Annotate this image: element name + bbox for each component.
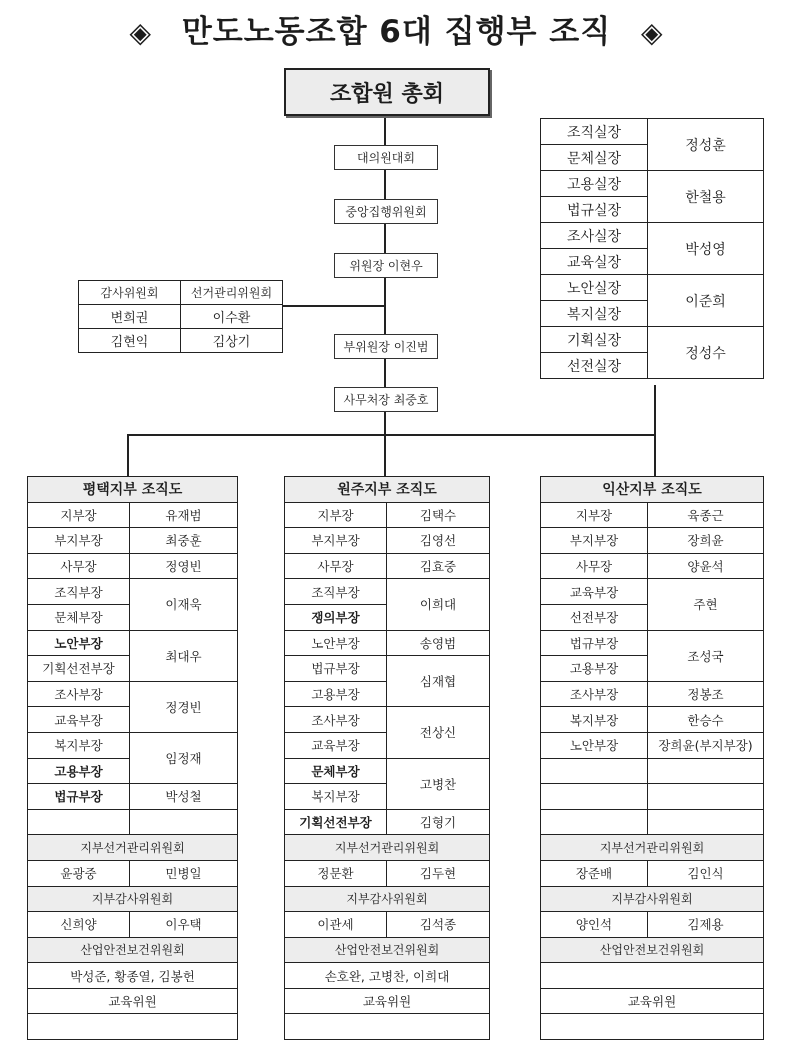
safety-members: 박성준, 황종열, 김봉헌 (28, 963, 238, 989)
branch-member: 이희대 (387, 579, 490, 630)
branch-role: 복지부장 (28, 732, 130, 758)
election-committee-title: 지부선거관리위원회 (28, 835, 238, 861)
branch-role: 법규부장 (541, 630, 648, 656)
secretary-general-box: 사무처장 최중호 (334, 387, 438, 412)
branch-table-iksan (540, 476, 764, 1040)
branch-title: 익산지부 조직도 (541, 477, 764, 503)
branch-role: 사무장 (541, 553, 648, 579)
safety-members (541, 963, 764, 989)
safety-committee-title: 산업안전보건위원회 (28, 937, 238, 963)
education-members (541, 1014, 764, 1040)
branch-role: 부지부장 (285, 528, 387, 554)
office-role: 선전실장 (541, 353, 648, 379)
branch-role: 기획선전부장 (28, 656, 130, 682)
branch-role: 법규부장 (28, 784, 130, 810)
branch-role: 문체부장 (28, 604, 130, 630)
branch-role: 기획선전부장 (285, 809, 387, 835)
offices-table (540, 118, 764, 379)
branch-drop-right-line (654, 434, 656, 476)
branch-member: 유재범 (130, 502, 238, 528)
office-role: 조직실장 (541, 119, 648, 145)
branch-role: 선전부장 (541, 604, 648, 630)
education-members (28, 1014, 238, 1040)
branch-member: 김형기 (387, 809, 490, 835)
delegates-box: 대의원대회 (334, 145, 438, 170)
branch-member: 심재협 (387, 656, 490, 707)
branch-role: 지부장 (28, 502, 130, 528)
central-committee-box: 중앙집행위원회 (334, 199, 438, 224)
audit-member: 변희권 (79, 305, 181, 329)
page-title (0, 6, 793, 51)
branch-table-pyeongtaek (27, 476, 238, 1040)
audit-member: 이우택 (130, 912, 238, 938)
office-head: 한철용 (648, 171, 764, 223)
branch-member: 김영선 (387, 528, 490, 554)
branch-member: 최대우 (130, 630, 238, 681)
audit-committee-title: 지부감사위원회 (541, 886, 764, 912)
audit-connector-line (283, 305, 385, 307)
branch-role: 지부장 (541, 502, 648, 528)
audit-member: 신희양 (28, 912, 130, 938)
safety-committee-title: 산업안전보건위원회 (541, 937, 764, 963)
branch-member: 김택수 (387, 502, 490, 528)
audit-member: 김현익 (79, 329, 181, 353)
office-head: 이준희 (648, 275, 764, 327)
education-members (285, 1014, 490, 1040)
diamond-right-icon: ◈ (640, 16, 664, 49)
vice-chairman-box: 부위원장 이진범 (334, 334, 438, 359)
audit-member: 이관세 (285, 912, 387, 938)
branch-member-empty (130, 809, 238, 835)
branch-role: 부지부장 (28, 528, 130, 554)
audit-member: 김석종 (387, 912, 490, 938)
branch-member: 송영범 (387, 630, 490, 656)
branch-member: 정경빈 (130, 681, 238, 732)
branch-member: 한승수 (648, 707, 764, 733)
election-member: 장준배 (541, 860, 648, 886)
safety-members: 손호완, 고병찬, 이희대 (285, 963, 490, 989)
education-title: 교육위원 (28, 988, 238, 1014)
branch-title: 평택지부 조직도 (28, 477, 238, 503)
branch-role: 고용부장 (541, 656, 648, 682)
election-member: 윤광중 (28, 860, 130, 886)
branch-member: 조성국 (648, 630, 764, 681)
branch-role: 법규부장 (285, 656, 387, 682)
branch-role: 사무장 (28, 553, 130, 579)
branch-role: 복지부장 (541, 707, 648, 733)
branch-role: 조직부장 (28, 579, 130, 605)
election-member: 민병일 (130, 860, 238, 886)
branch-role: 조직부장 (285, 579, 387, 605)
title-text: 만도노동조합 6대 집행부 조직 (181, 14, 612, 50)
office-role: 조사실장 (541, 223, 648, 249)
election-member: 김인식 (648, 860, 764, 886)
offices-connector-v-line (654, 385, 656, 435)
branch-role: 교육부장 (28, 707, 130, 733)
audit-committee-header: 감사위원회 (79, 281, 181, 305)
office-head: 정성수 (648, 327, 764, 379)
branch-member: 임정재 (130, 732, 238, 783)
branch-title: 원주지부 조직도 (285, 477, 490, 503)
branch-member: 정봉조 (648, 681, 764, 707)
audit-committee-title: 지부감사위원회 (28, 886, 238, 912)
office-role: 법규실장 (541, 197, 648, 223)
branch-role: 고용부장 (28, 758, 130, 784)
branch-role: 조사부장 (28, 681, 130, 707)
office-head: 정성훈 (648, 119, 764, 171)
election-member: 김상기 (181, 329, 283, 353)
education-title: 교육위원 (285, 988, 490, 1014)
branch-member: 고병찬 (387, 758, 490, 809)
branch-member: 육종근 (648, 502, 764, 528)
branch-member-empty (648, 809, 764, 835)
branch-table-wonju (284, 476, 490, 1040)
branch-role-empty (541, 809, 648, 835)
branch-role: 복지부장 (285, 784, 387, 810)
branch-role: 부지부장 (541, 528, 648, 554)
election-committee-title: 지부선거관리위원회 (285, 835, 490, 861)
branch-member: 이재욱 (130, 579, 238, 630)
audit-member: 양인석 (541, 912, 648, 938)
branch-role: 지부장 (285, 502, 387, 528)
general-assembly-box: 조합원 총회 (284, 68, 490, 116)
branch-role-empty (28, 809, 130, 835)
branch-role-empty (541, 784, 648, 810)
branch-role: 노안부장 (28, 630, 130, 656)
branch-role: 조사부장 (285, 707, 387, 733)
branch-member: 장희윤 (648, 528, 764, 554)
education-title: 교육위원 (541, 988, 764, 1014)
branch-member-empty (648, 758, 764, 784)
branch-member: 장희윤(부지부장) (648, 732, 764, 758)
branch-role: 교육부장 (541, 579, 648, 605)
safety-committee-title: 산업안전보건위원회 (285, 937, 490, 963)
office-role: 기획실장 (541, 327, 648, 353)
branch-role: 조사부장 (541, 681, 648, 707)
election-committee-title: 지부선거관리위원회 (541, 835, 764, 861)
diamond-left-icon: ◈ (129, 16, 153, 49)
branch-member: 주현 (648, 579, 764, 630)
branch-role: 고용부장 (285, 681, 387, 707)
election-member: 이수환 (181, 305, 283, 329)
election-member: 김두현 (387, 860, 490, 886)
branch-member: 김효중 (387, 553, 490, 579)
branch-member-empty (648, 784, 764, 810)
branch-role: 노안부장 (541, 732, 648, 758)
branch-role: 문체부장 (285, 758, 387, 784)
office-role: 고용실장 (541, 171, 648, 197)
office-role: 복지실장 (541, 301, 648, 327)
branch-role: 사무장 (285, 553, 387, 579)
branch-member: 전상신 (387, 707, 490, 758)
branch-member: 박성철 (130, 784, 238, 810)
audit-member: 김제용 (648, 912, 764, 938)
election-committee-header: 선거관리위원회 (181, 281, 283, 305)
branch-role: 교육부장 (285, 732, 387, 758)
election-member: 정문환 (285, 860, 387, 886)
chairman-box: 위원장 이현우 (334, 253, 438, 278)
audit-committee-title: 지부감사위원회 (285, 886, 490, 912)
office-role: 교육실장 (541, 249, 648, 275)
office-head: 박성영 (648, 223, 764, 275)
audit-election-table (78, 280, 283, 353)
branch-member: 최중훈 (130, 528, 238, 554)
office-role: 노안실장 (541, 275, 648, 301)
branch-bus-line (127, 434, 656, 436)
branch-role: 노안부장 (285, 630, 387, 656)
branch-drop-left-line (127, 434, 129, 476)
branch-drop-mid-line (384, 434, 386, 476)
branch-role-empty (541, 758, 648, 784)
branch-role: 쟁의부장 (285, 604, 387, 630)
office-role: 문체실장 (541, 145, 648, 171)
branch-member: 정영빈 (130, 553, 238, 579)
branch-member: 양윤석 (648, 553, 764, 579)
